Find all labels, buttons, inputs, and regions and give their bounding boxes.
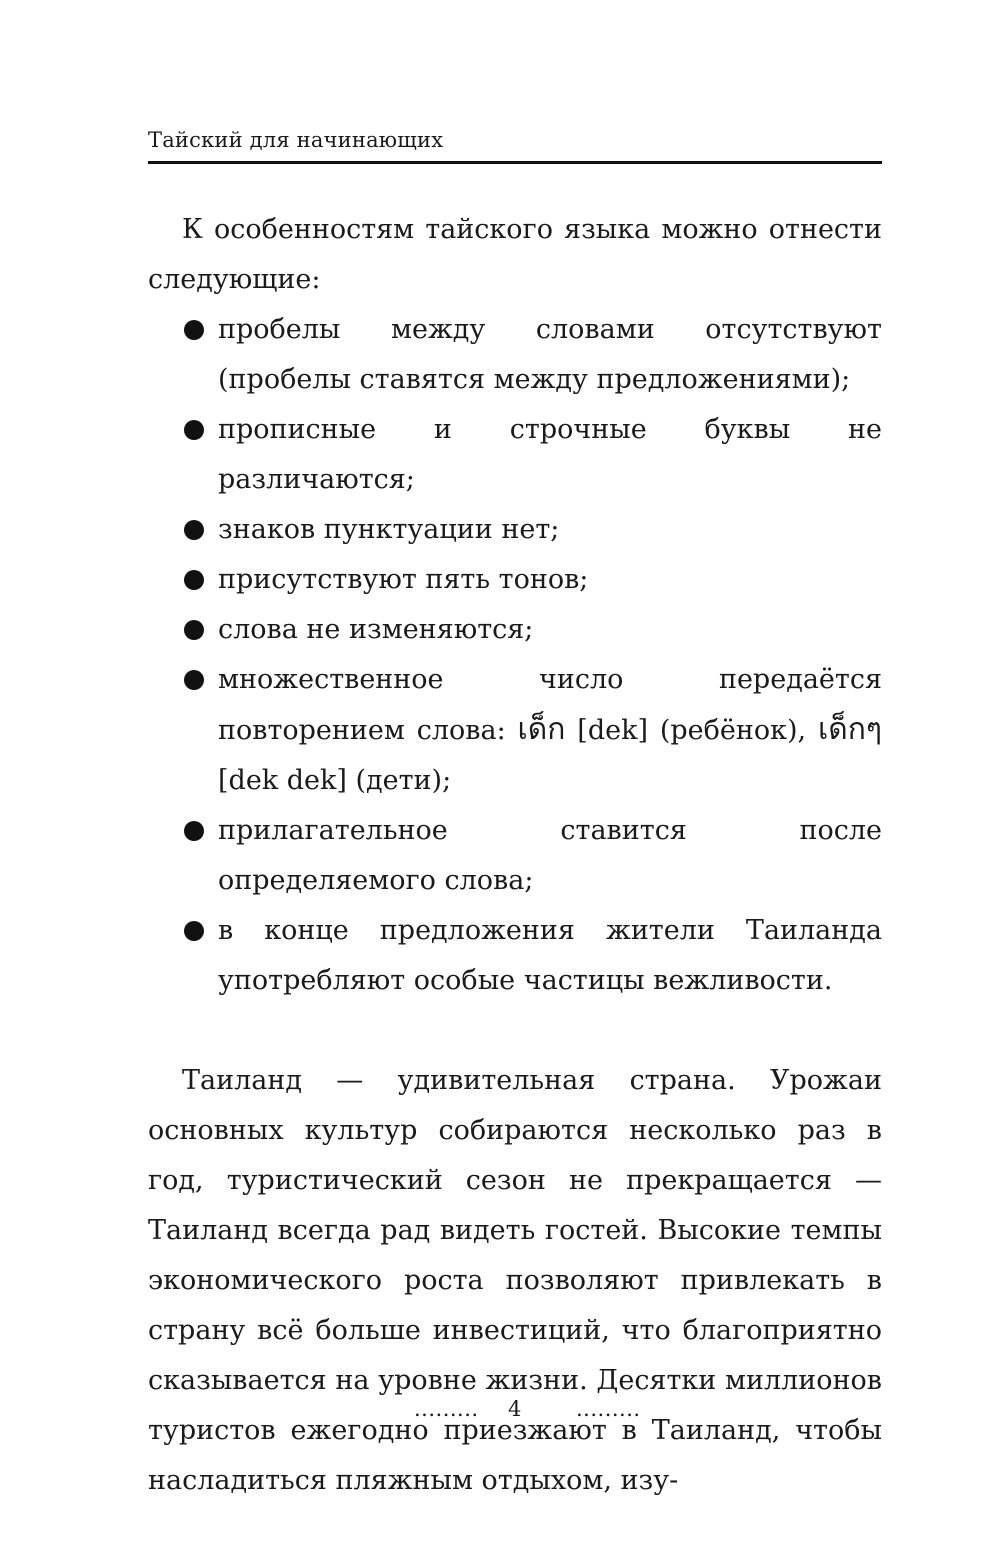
bullet-icon — [184, 821, 204, 841]
list-item-text: присутствуют пять тонов; — [218, 564, 589, 595]
bullet-icon — [184, 520, 204, 540]
list-item-text: в конце предложения жители Таиланда употребляют особые частицы вежливости. — [218, 915, 882, 996]
list-item — [148, 906, 882, 1006]
feature-list — [148, 305, 882, 1006]
footer-dots-right: ......... — [576, 1397, 641, 1421]
thai-word-child: เด็ก — [517, 712, 566, 747]
bullet-icon — [184, 320, 204, 340]
page-number: 4 — [508, 1397, 522, 1421]
bullet-icon — [184, 620, 204, 640]
list-item-text: прилагательное ставится после определяемого слова; — [218, 815, 882, 896]
transcription-child: [dek] (ребёнок), — [565, 715, 818, 746]
list-item-text: пробелы между словами отсутствуют (пробелы ставятся между предложениями); — [218, 314, 882, 395]
page-footer — [148, 1394, 882, 1424]
list-item-text: прописные и строчные буквы не различаются; — [218, 414, 882, 495]
list-item — [148, 405, 882, 505]
transcription-children: [dek dek] (дети); — [218, 765, 452, 796]
bullet-icon — [184, 921, 204, 941]
bullet-icon — [184, 420, 204, 440]
list-item-text: знаков пунктуации нет; — [218, 514, 560, 545]
book-page — [148, 0, 882, 1552]
list-item — [148, 655, 882, 806]
body-paragraph: Таиланд — удивительная страна. Урожаи основных культур собираются несколько раз в год, туристический сезон не прекращается — Таиланд всегда рад видеть гостей. Высокие темпы экономического роста позволяют привлекать в страну всё больше инвестиций, что благоприятно сказывается на уровне жизни. Десятки миллионов туристов ежегодно приезжают в Таиланд, чтобы насладиться пляжным отдыхом, изу- — [148, 1065, 882, 1496]
intro-paragraph: К особенностям тайского языка можно отнести следующие: — [148, 214, 882, 295]
list-item — [148, 806, 882, 906]
bullet-icon — [184, 570, 204, 590]
list-item — [148, 305, 882, 405]
list-item — [148, 605, 882, 655]
list-item — [148, 505, 882, 555]
list-item-text: множественное число передаётся повторением слова: — [218, 664, 882, 746]
bullet-icon — [184, 670, 204, 690]
running-header: Тайский для начинающих — [148, 126, 882, 164]
section-gap — [148, 1006, 882, 1056]
footer-dots-left: ......... — [414, 1397, 479, 1421]
page-content — [148, 205, 882, 1506]
list-item-text: слова не изменяются; — [218, 614, 534, 645]
thai-word-children: เด็กๆ — [817, 712, 882, 747]
list-item — [148, 555, 882, 605]
